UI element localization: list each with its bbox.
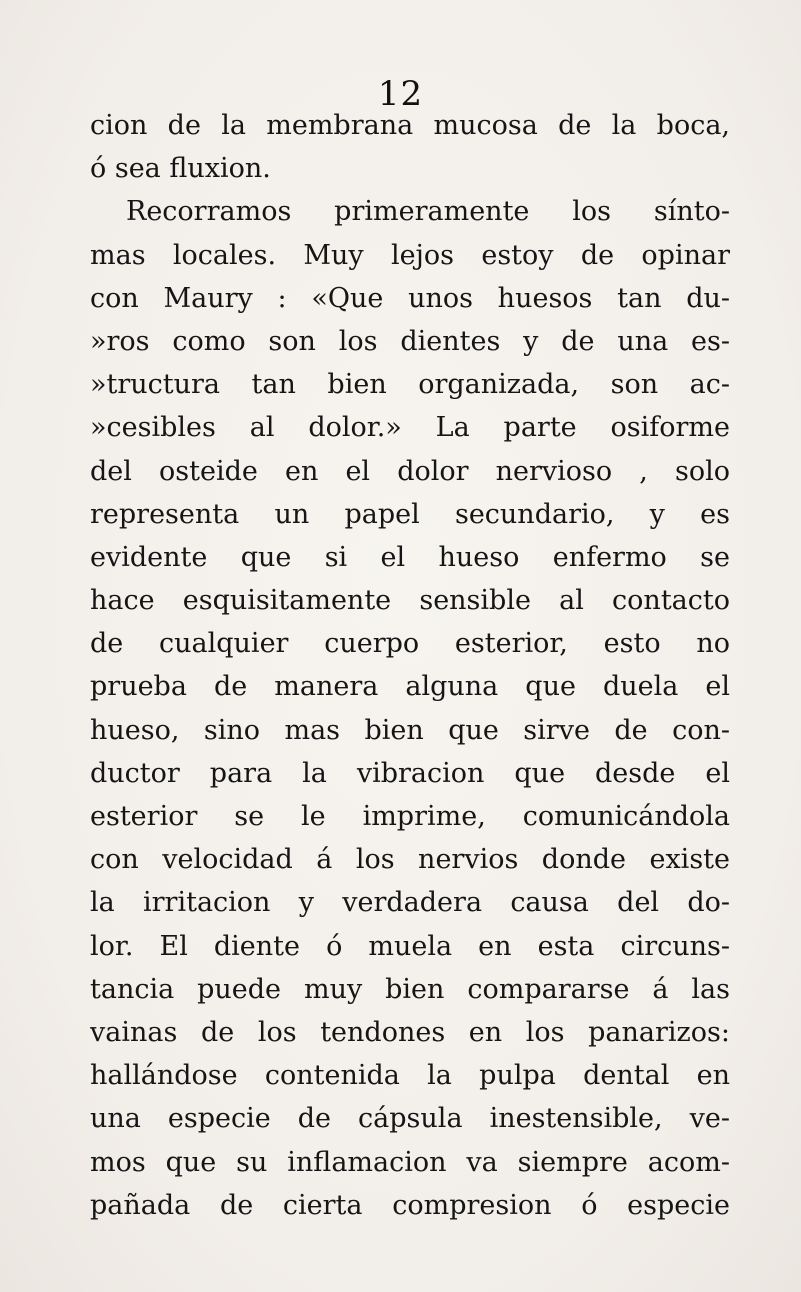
- text-line: ductor para la vibracion que desde el: [90, 757, 730, 789]
- text-line: de cualquier cuerpo esterior, esto no: [90, 628, 730, 660]
- page-number: 12: [377, 74, 424, 114]
- text-line: representa un papel secundario, y es: [90, 498, 730, 530]
- text-line: una especie de cápsula inestensible, ve-: [90, 1103, 730, 1135]
- text-line: lor. El diente ó muela en esta circuns-: [90, 930, 730, 962]
- text-line: ó sea fluxion.: [90, 153, 271, 185]
- body-text: [90, 104, 730, 1227]
- text-line: la irritacion y verdadera causa del do-: [90, 887, 730, 919]
- text-line: vainas de los tendones en los panarizos:: [90, 1016, 730, 1048]
- text-line: del osteide en el dolor nervioso , solo: [90, 455, 730, 487]
- text-line: hueso, sino mas bien que sirve de con-: [90, 714, 730, 746]
- text-line: evidente que si el hueso enfermo se: [90, 541, 730, 573]
- text-line: hallándose contenida la pulpa dental en: [90, 1060, 730, 1092]
- text-line: »tructura tan bien organizada, son ac-: [90, 369, 730, 401]
- text-line: pañada de cierta compresion ó especie: [90, 1189, 730, 1221]
- text-line: mas locales. Muy lejos estoy de opinar: [90, 239, 730, 271]
- text-line: »cesibles al dolor.» La parte osiforme: [90, 412, 730, 444]
- text-line: »ros como son los dientes y de una es-: [90, 325, 730, 357]
- text-line: hace esquisitamente sensible al contacto: [90, 585, 730, 617]
- text-line: cion de la membrana mucosa de la boca,: [90, 110, 730, 141]
- text-line: prueba de manera alguna que duela el: [90, 671, 730, 703]
- text-line: mos que su inflamacion va siempre acom-: [90, 1146, 730, 1178]
- text-line: esterior se le imprime, comunicándola: [90, 801, 730, 832]
- text-line: Recorramos primeramente los sínto-: [126, 196, 730, 228]
- text-line: con Maury : «Que unos huesos tan du-: [90, 282, 730, 314]
- text-line: tancia puede muy bien compararse á las: [90, 973, 730, 1005]
- text-line: con velocidad á los nervios donde existe: [90, 844, 730, 876]
